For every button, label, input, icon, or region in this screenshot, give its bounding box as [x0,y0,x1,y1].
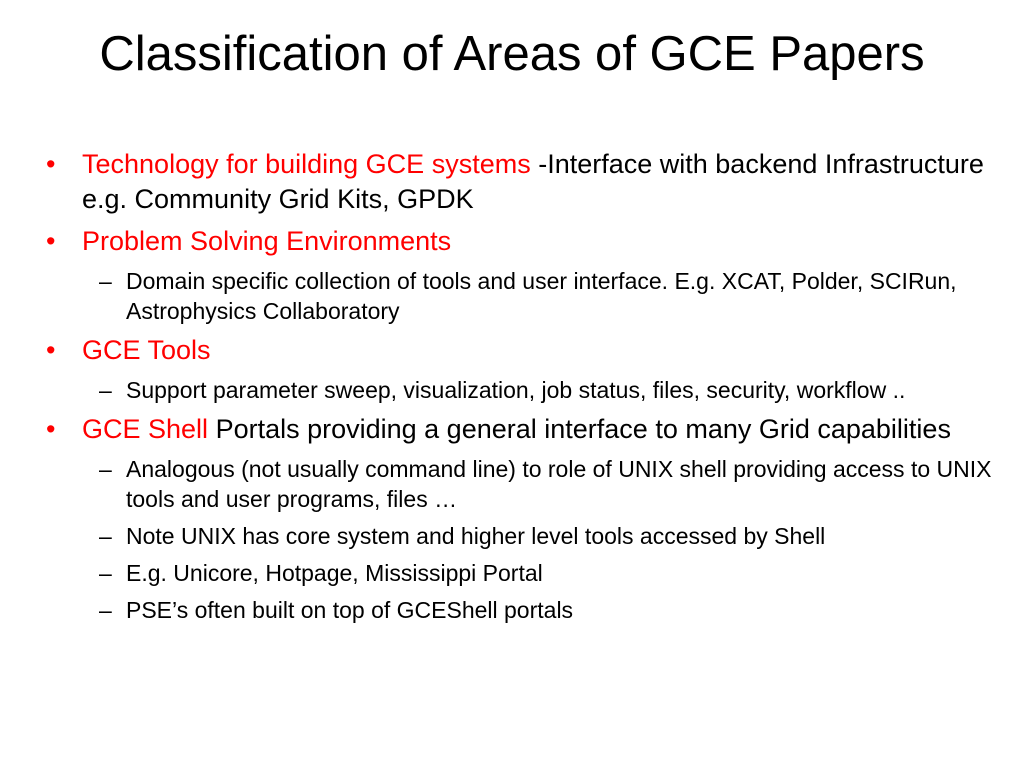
bullet-item [44,412,1009,447]
bullet-icon: • [46,149,56,179]
sub-bullet-text: Domain specific collection of tools and user interface. E.g. XCAT, Polder, SCIRun, Astrophysics Collaboratory [126,268,957,324]
dash-icon: – [99,597,112,623]
bullet-text: Portals providing a general interface to many Grid capabilities [208,414,951,444]
bullet-highlight: Problem Solving Environments [82,226,452,256]
dash-icon: – [99,377,112,403]
sub-bullet-text: Support parameter sweep, visualization, job status, files, security, workflow .. [126,377,906,403]
dash-icon: – [99,268,112,294]
slide-title: Classification of Areas of GCE Papers [99,27,925,81]
bullet-item [44,333,1009,368]
sub-bullet-text: E.g. Unicore, Hotpage, Mississippi Portal [126,560,543,586]
sub-bullet-item [44,375,1009,405]
bullet-icon: • [46,226,56,256]
sub-bullet-item [44,595,1009,625]
dash-icon: – [99,560,112,586]
sub-bullet-item [44,454,1009,514]
dash-icon: – [99,456,112,482]
sub-bullet-text: Note UNIX has core system and higher level tools accessed by Shell [126,523,826,549]
bullet-text: -Interface with backend Infrastructure e.g. Community Grid Kits, GPDK [82,149,984,214]
slide-content [44,147,1009,632]
sub-bullet-item [44,558,1009,588]
bullet-item [44,147,1009,217]
sub-bullet-text: PSE’s often built on top of GCEShell portals [126,597,574,623]
bullet-icon: • [46,335,56,365]
bullet-highlight: GCE Tools [82,335,211,365]
bullet-highlight: GCE Shell [82,414,209,444]
bullet-icon: • [46,414,56,444]
sub-bullet-item [44,266,1009,326]
bullet-highlight: Technology for building GCE systems [82,149,531,179]
dash-icon: – [99,523,112,549]
sub-bullet-text: Analogous (not usually command line) to role of UNIX shell providing access to UNIX tools and user programs, files … [126,456,992,512]
bullet-item [44,224,1009,259]
sub-bullet-item [44,521,1009,551]
